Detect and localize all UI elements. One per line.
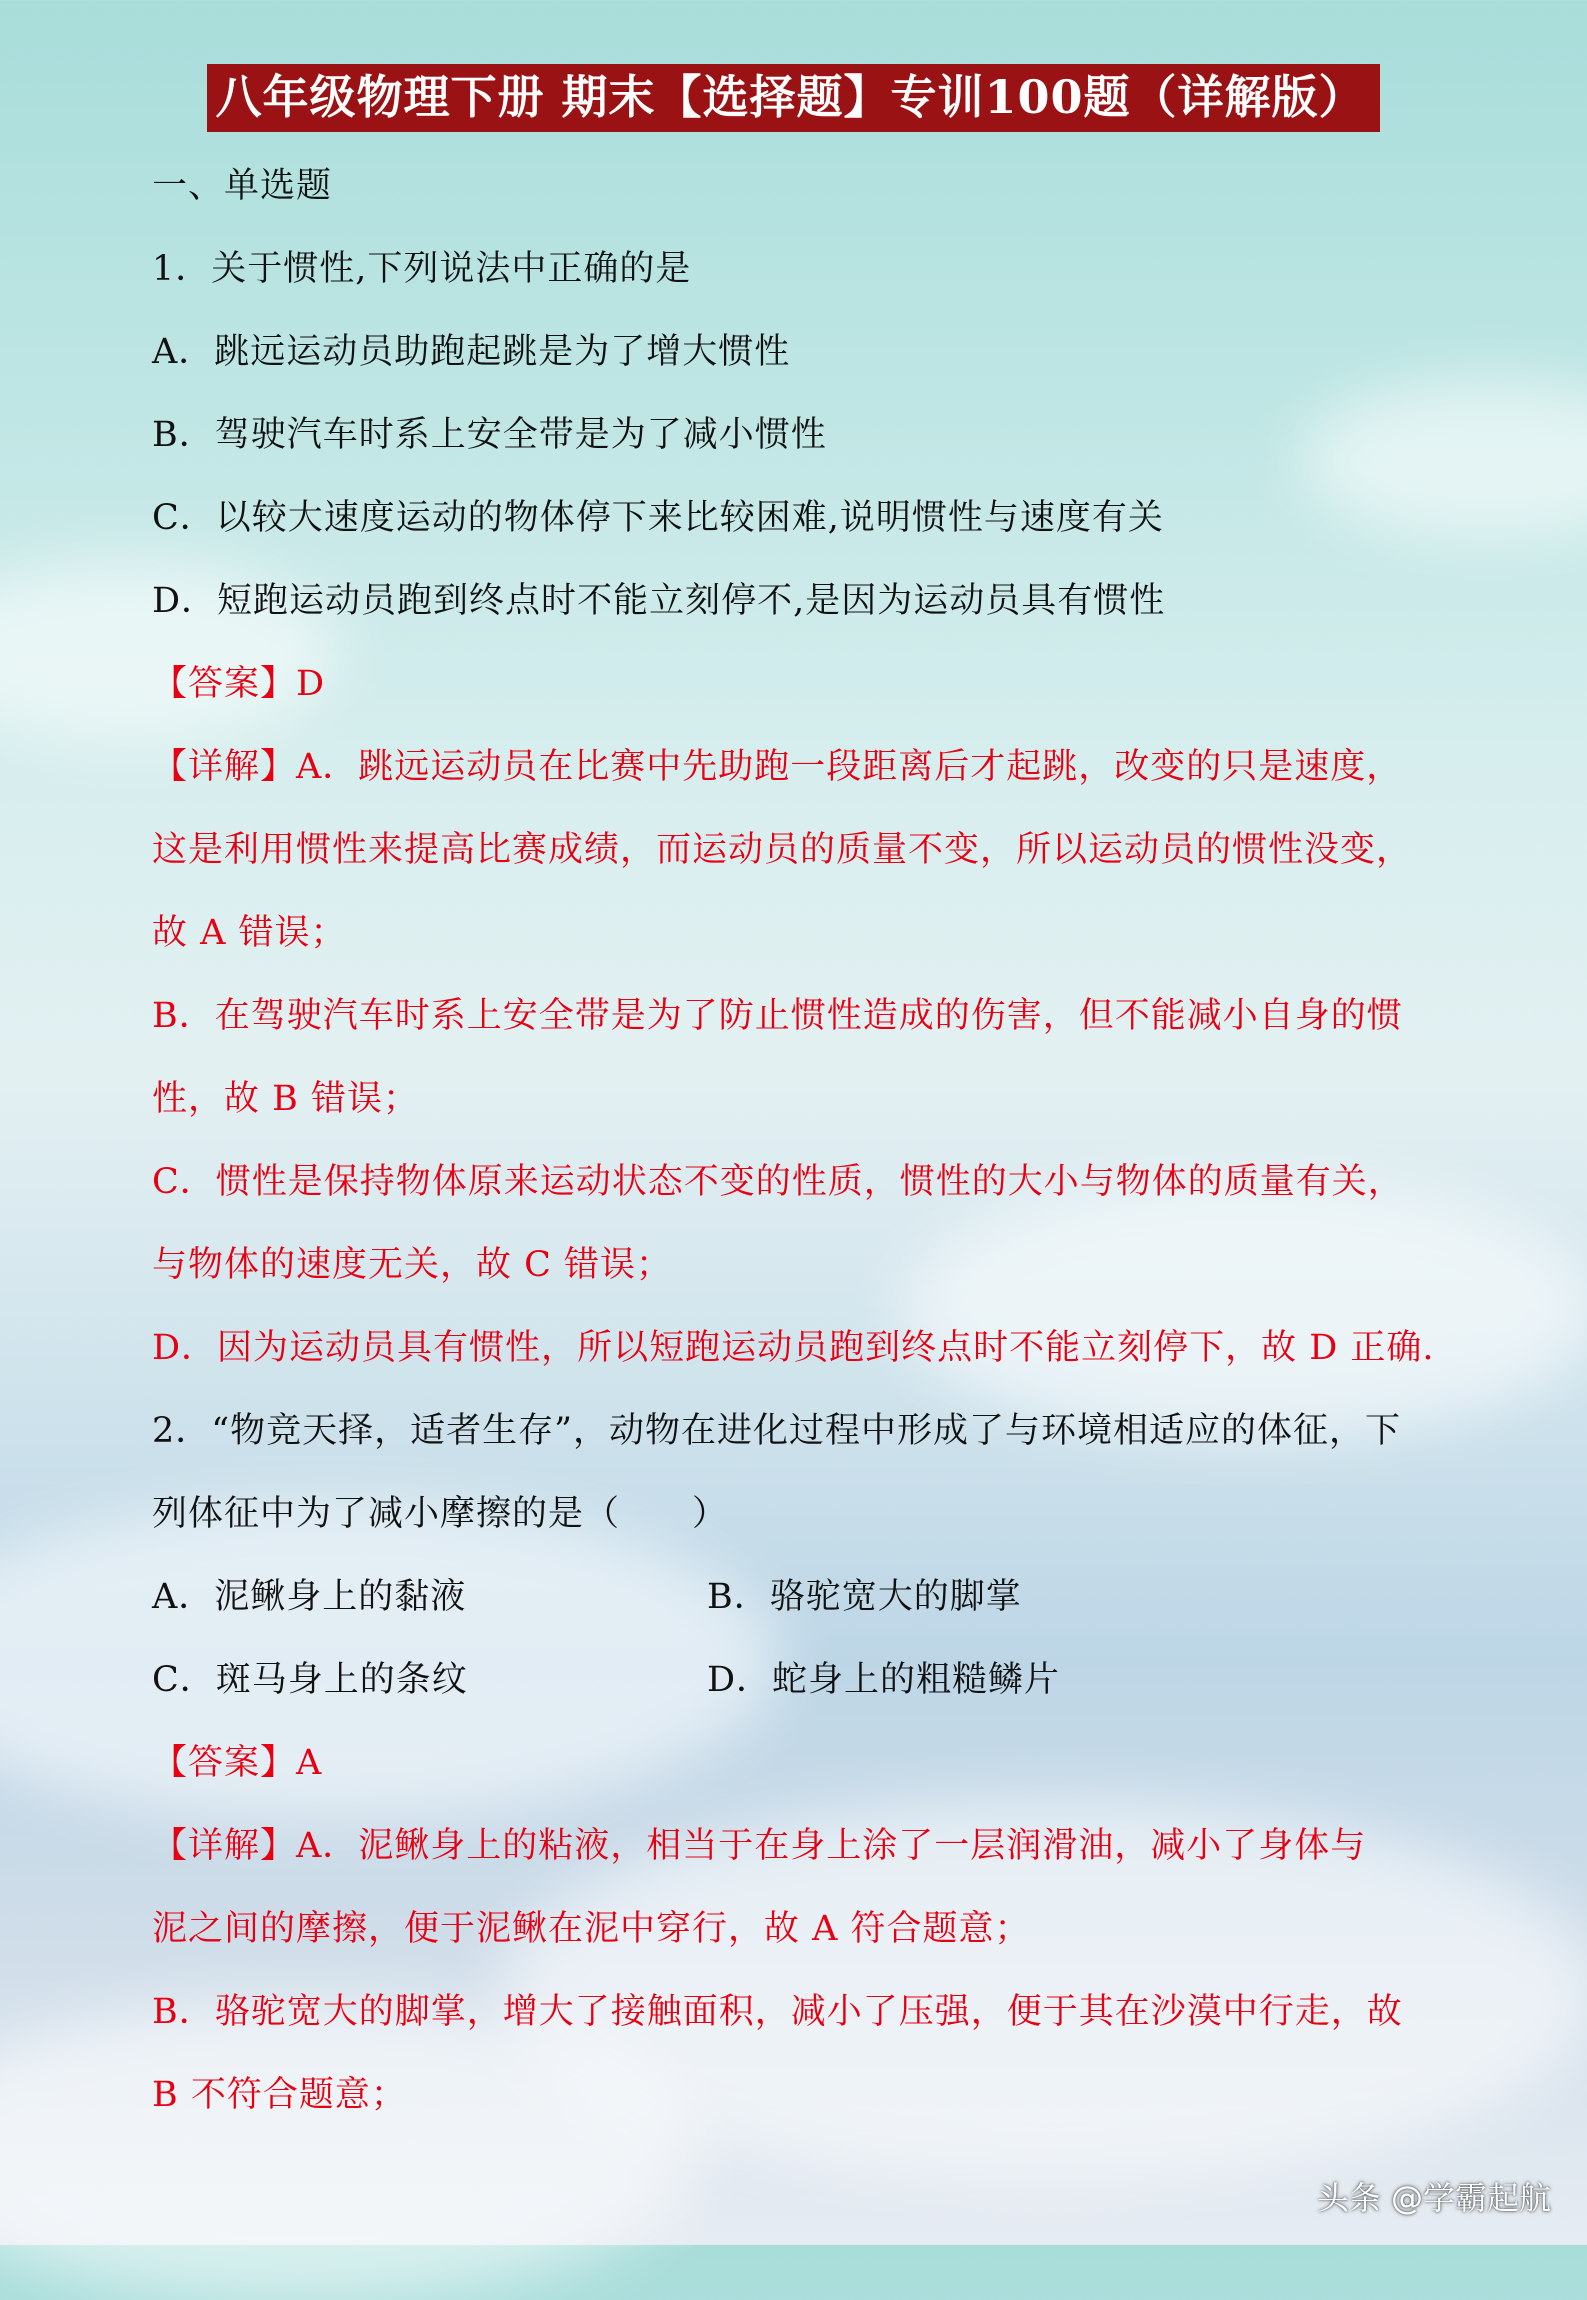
detail-tag: 【详解】	[152, 1826, 297, 1866]
detail-line: 性，故 B 错误；	[152, 1079, 419, 1119]
document-body	[152, 145, 1452, 2137]
detail-line: B．在驾驶汽车时系上安全带是为了防止惯性造成的伤害，但不能减小自身的惯	[152, 996, 1403, 1036]
answer-tag: 【答案】	[152, 664, 297, 704]
question-stem: 1．关于惯性,下列说法中正确的是	[152, 249, 692, 289]
detail-line: 这是利用惯性来提高比赛成绩，而运动员的质量不变，所以运动员的惯性没变，	[152, 830, 1413, 870]
options-row	[152, 1639, 1452, 1722]
answer-value: D	[296, 664, 326, 704]
answer-value: A	[296, 1743, 323, 1783]
question-stem: 列体征中为了减小摩擦的是（ ）	[152, 1494, 729, 1534]
page-title: 八年级物理下册 期末【选择题】专训100题（详解版）	[207, 64, 1379, 132]
option-b: B．驾驶汽车时系上安全带是为了减小惯性	[152, 415, 827, 455]
option-b: B．骆驼宽大的脚掌	[707, 1577, 1022, 1617]
question-2	[152, 1390, 1452, 2137]
options-row	[152, 1556, 1452, 1639]
answer-line	[152, 1722, 1452, 1805]
question-stem: 2．“物竞天择，适者生存”，动物在进化过程中形成了与环境相适应的体征，下	[152, 1411, 1402, 1451]
option-c: C．以较大速度运动的物体停下来比较困难,说明惯性与速度有关	[152, 498, 1164, 538]
detail-line: 泥之间的摩擦，便于泥鳅在泥中穿行，故 A 符合题意；	[152, 1909, 1031, 1949]
answer-line	[152, 643, 1452, 726]
question-1	[152, 228, 1452, 1390]
detail-line	[152, 1805, 1452, 1888]
detail-line: C．惯性是保持物体原来运动状态不变的性质，惯性的大小与物体的质量有关，	[152, 1162, 1404, 1202]
option-c: C．斑马身上的条纹	[152, 1660, 468, 1700]
detail-tag: 【详解】	[152, 747, 297, 787]
detail-line: 与物体的速度无关，故 C 错误；	[152, 1245, 673, 1285]
watermark: 头条 @学霸起航	[1316, 2179, 1551, 2217]
detail-line: B 不符合题意；	[152, 2075, 407, 2115]
option-d: D．蛇身上的粗糙鳞片	[707, 1660, 1061, 1700]
option-a: A．跳远运动员助跑起跳是为了增大惯性	[152, 332, 791, 372]
option-a: A．泥鳅身上的黏液	[152, 1577, 467, 1617]
detail-line: 故 A 错误；	[152, 913, 347, 953]
option-d: D．短跑运动员跑到终点时不能立刻停不,是因为运动员具有惯性	[152, 581, 1166, 621]
detail-text: A．跳远运动员在比赛中先助跑一段距离后才起跳，改变的只是速度，	[296, 747, 1403, 787]
answer-tag: 【答案】	[152, 1743, 297, 1783]
detail-line: B．骆驼宽大的脚掌，增大了接触面积，减小了压强，便于其在沙漠中行走，故	[152, 1992, 1403, 2032]
section-heading: 一、单选题	[152, 166, 333, 206]
detail-line: D．因为运动员具有惯性，所以短跑运动员跑到终点时不能立刻停下，故 D 正确.	[152, 1328, 1435, 1368]
detail-text: A．泥鳅身上的粘液，相当于在身上涂了一层润滑油，减小了身体与	[296, 1826, 1367, 1866]
detail-line	[152, 726, 1452, 809]
